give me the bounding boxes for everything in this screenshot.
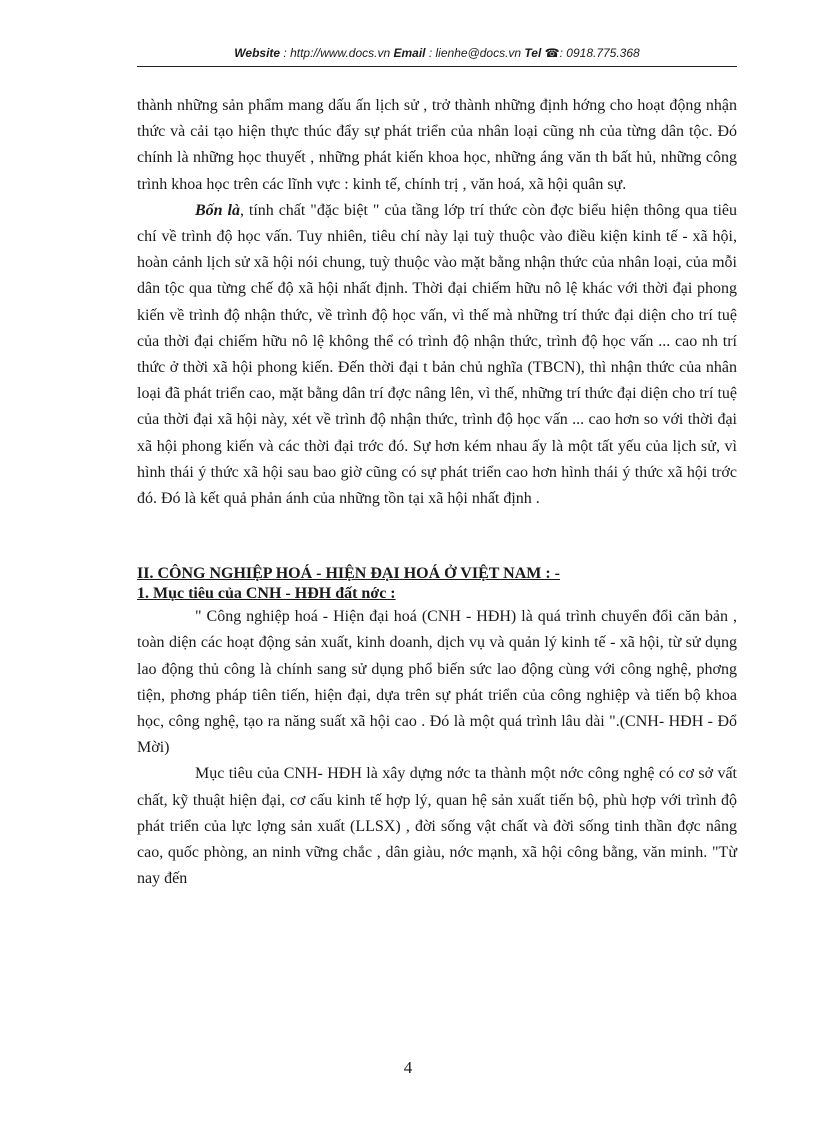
email-value[interactable]: : lienhe@docs.vn	[428, 46, 522, 60]
tel-label: Tel	[524, 46, 542, 60]
paragraph-1: thành những sản phẩm mang dấu ấn lịch sử , trở thành những định hớng cho hoạt động nhận thức và cải tạo hiện thực thúc đẩy sự phát triển của nhân loại cũng nh của từng dân tộc. Đó chính là những học thuyết , những phát kiến khoa học, những áng văn th bất hủ, những công trình khoa học trên các lĩnh vực : kinh tế, chính trị , văn hoá, xã hội quân sự.	[137, 97, 737, 193]
tel-value: : 0918.775.368	[559, 46, 640, 60]
document-body	[137, 93, 737, 892]
section-spacer	[137, 512, 737, 564]
header-rule	[137, 66, 737, 67]
paragraph-4: Mục tiêu của CNH- HĐH là xây dựng nớc ta thành một nớc công nghệ có cơ sở vất chất, kỹ thuật hiện đại, cơ cấu kinh tế hợp lý, quan hệ sản xuất tiến bộ, phù hợp với trình độ phát triển của lực lợng sản xuất (LLSX) , đời sống vật chất và đời sống tinh thần đợc nâng cao, quốc phòng, an ninh vững chắc , dân giàu, nớc mạnh, xã hội công bằng, văn minh. "Từ nay đến	[137, 765, 737, 888]
phone-icon: ☎	[544, 46, 560, 60]
email-label: Email	[393, 46, 426, 60]
section-heading: II. CÔNG NGHIỆP HOÁ - HIỆN ĐẠI HOÁ Ở VIỆT NAM : -	[137, 565, 560, 583]
website-label: Website	[234, 46, 281, 60]
paragraph-2-lead: Bốn là	[195, 201, 240, 219]
paragraph-2	[137, 198, 737, 512]
website-value[interactable]: : http://www.docs.vn	[283, 46, 391, 60]
paragraph-2-text: , tính chất "đặc biệt " của tầng lớp trí thức còn đợc biểu hiện thông qua tiêu chí về trình độ học vấn. Tuy nhiên, tiêu chí này lại tuỳ thuộc vào điều kiện kinh tế - xã hội, hoàn cảnh lịch sử xã hội nói chung, tuỳ thuộc vào mặt bằng nhận thức của nhân loại, của mỗi dân tộc qua từng chế độ xã hội nhất định. Thời đại chiếm hữu nô lệ khác với thời đại phong kiến về trình độ nhận thức, về trình độ học vấn, vì thế mà những trí thức đại diện cho trí tuệ của thời đại chiếm hữu nô lệ không thể có trình độ nhận thức, trình độ học vấn ... cao nh trí thức ở thời xã hội phong kiến. Đến thời đại t bản chủ nghĩa (TBCN), thì nhận thức của nhân loại đã phát triển cao, mặt bằng dân trí đợc nâng lên, vì thế, những trí thức đại diện cho trí tuệ của thời đại xã hội này, xét về trình độ nhận thức, trình độ học vấn ... cao hơn so với thời đại xã hội phong kiến và các thời đại trớc đó. Sự hơn kém nhau ấy là một tất yếu của lịch sử, vì hình thái ý thức xã hội sau bao giờ cũng có sự phát triển cao hơn hình thái ý thức xã hội trớc đó. Đó là kết quả phản ánh của những tồn tại xã hội nhất định .	[137, 201, 738, 508]
page-header	[137, 46, 737, 60]
page-number: 4	[403, 1058, 413, 1077]
subsection-heading: 1. Mục tiêu của CNH - HĐH đất nớc :	[137, 585, 396, 603]
paragraph-3: " Công nghiệp hoá - Hiện đại hoá (CNH - HĐH) là quá trình chuyển đổi căn bản , toàn diện các hoạt động sản xuất, kinh doanh, dịch vụ và quản lý kinh tế - xã hội, từ sử dụng lao động thủ công là chính sang sử dụng phổ biến sức lao động cùng với công nghệ, phơng tiện, phơng pháp tiên tiến, hiện đại, dựa trên sự phát triển của công nghiệp và tiến bộ khoa học, công nghệ, tạo ra năng suất xã hội cao . Đó là một quá trình lâu dài ".(CNH- HĐH - Đổ Mời)	[137, 608, 737, 757]
